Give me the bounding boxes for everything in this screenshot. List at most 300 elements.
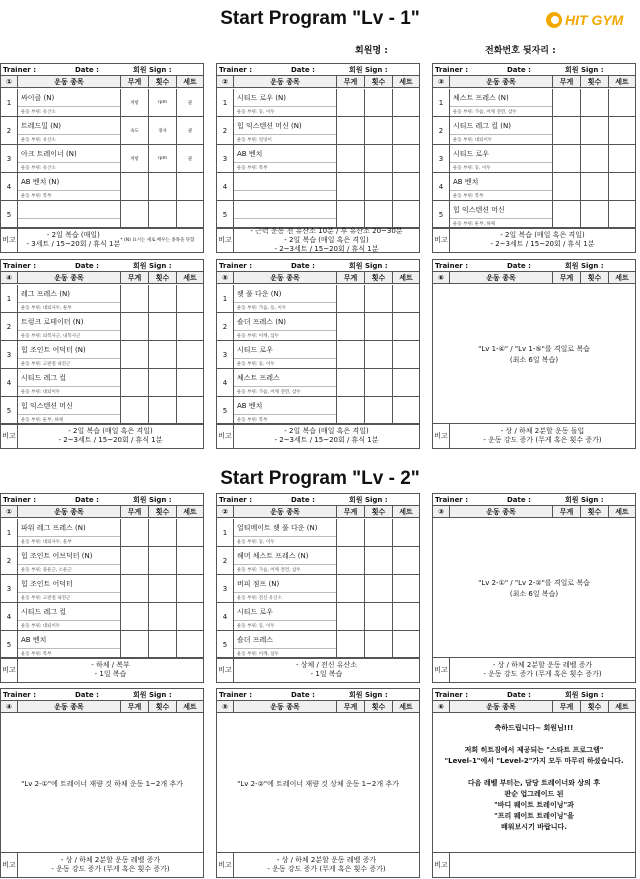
- sets-cell[interactable]: [609, 117, 635, 144]
- exercise-row: [217, 117, 419, 145]
- workout-card: [216, 63, 420, 253]
- weight-cell[interactable]: [337, 173, 365, 200]
- reps-cell[interactable]: [365, 547, 393, 574]
- col-sets: 세트: [399, 702, 413, 711]
- sets-cell[interactable]: [393, 89, 419, 116]
- reps-cell[interactable]: [581, 89, 609, 116]
- col-sets: 세트: [399, 77, 413, 86]
- date-label: Date :: [291, 690, 315, 699]
- sets-cell[interactable]: [177, 519, 203, 546]
- sets-cell[interactable]: [393, 173, 419, 200]
- exercise-name: 시티드 로우 (N): [234, 89, 336, 107]
- logo-text: HIT GYM: [565, 12, 624, 28]
- exercise-row: [1, 519, 203, 547]
- sets-cell[interactable]: [177, 89, 203, 116]
- reps-cell[interactable]: [149, 201, 177, 228]
- workout-card: [0, 259, 204, 449]
- sets-cell[interactable]: [177, 285, 203, 312]
- note-text: - 2일 복습 (매일 혹은 격일) - 2~3세트 / 15~20회 / 휴식 1분: [58, 427, 163, 444]
- weight-cell[interactable]: [553, 89, 581, 116]
- reps-cell[interactable]: [149, 145, 177, 172]
- date-label: Date :: [507, 690, 531, 699]
- col-sets: 세트: [399, 273, 413, 282]
- reps-cell[interactable]: [149, 547, 177, 574]
- note-text: - 2일 복습 (매일 혹은 격일) - 2~3세트 / 15~20회 / 휴식 1분: [490, 231, 595, 248]
- reps-cell[interactable]: [365, 173, 393, 200]
- row-number: 2: [433, 117, 450, 144]
- row-number: 5: [433, 201, 450, 228]
- exercise-row: [217, 519, 419, 547]
- weight-cell[interactable]: [337, 631, 365, 658]
- weight-cell[interactable]: [337, 89, 365, 116]
- reps-cell[interactable]: [365, 397, 393, 424]
- exercise-rows: [1, 285, 203, 425]
- workout-card: [0, 493, 204, 683]
- column-header-row: [217, 701, 419, 713]
- exercise-name: 힙 익스텐션 머신: [18, 397, 120, 415]
- col-reps: 횟수: [365, 272, 393, 283]
- hitgym-logo: [546, 9, 636, 31]
- exercise-name: 파워 레그 프레스 (N): [18, 519, 120, 537]
- col-reps: 횟수: [149, 76, 177, 87]
- exercise-name: 힙 익스텐션 머신: [450, 201, 552, 219]
- member-sign-label: 회원 Sign :: [565, 690, 604, 699]
- exercise-name: 트렁크 로테이터 (N): [18, 313, 120, 331]
- program-instruction: "Lv 2-①" / "Lv 2-②"를 격일로 복습 (최소 6일 복습): [478, 579, 590, 598]
- exercise-target: 운동 부위: 등, 이두: [237, 361, 275, 367]
- row-number: 1: [1, 519, 18, 546]
- weight-cell[interactable]: [121, 631, 149, 658]
- reps-cell[interactable]: [365, 603, 393, 630]
- weight-cell[interactable]: [121, 341, 149, 368]
- exercise-target: 운동 부위: 복부: [237, 417, 268, 423]
- col-reps: 횟수: [149, 506, 177, 517]
- exercise-rows: [1, 519, 203, 659]
- weight-cell[interactable]: [121, 117, 149, 144]
- reps-cell[interactable]: [581, 173, 609, 200]
- row-number: 4: [217, 173, 234, 200]
- member-sign-label: 회원 Sign :: [133, 65, 172, 74]
- exercise-name: 숄더 프레스: [234, 631, 336, 649]
- exercise-target: [234, 191, 336, 200]
- workout-card: [0, 63, 204, 253]
- exercise-name: 싸이클 (N): [18, 89, 120, 107]
- sets-cell[interactable]: [393, 341, 419, 368]
- note-text: [450, 853, 635, 877]
- card-number: ①: [1, 76, 18, 87]
- exercise-target: 운동 부위: 복부: [21, 651, 52, 657]
- workout-card: [216, 688, 420, 878]
- exercise-target: 운동 부위: 복부: [237, 165, 268, 171]
- sets-cell[interactable]: [177, 575, 203, 602]
- col-reps: 횟수: [581, 701, 609, 712]
- exercise-name: 시티드 레그 컬: [18, 603, 120, 621]
- exercise-row: [1, 89, 203, 117]
- weight-cell[interactable]: [553, 201, 581, 228]
- col-reps: 횟수: [365, 701, 393, 712]
- col-exercise: 운동 종목: [450, 701, 553, 712]
- note-text: - 상 / 하체 2분할 운동 레벨 증가 - 운동 강도 증가 (무게 혹은 횟수 증가): [51, 856, 170, 873]
- card-number: ⑤: [217, 272, 234, 283]
- row-number: 4: [1, 173, 18, 200]
- note-text: - 2일 복습 (매일) - 3세트 / 15~20회 / 휴식 1분 * (N) 표시는 새로 배우는 종목을 뜻함: [26, 231, 195, 248]
- exercise-cell: [450, 117, 553, 144]
- exercise-cell: [234, 201, 337, 228]
- unit-label: 쿨: [187, 100, 193, 106]
- exercise-target: 운동 부위: 유산소: [21, 165, 56, 171]
- reps-cell[interactable]: [149, 603, 177, 630]
- sets-cell[interactable]: [393, 397, 419, 424]
- exercise-target: 운동 부위: 엉덩이: [237, 137, 272, 143]
- date-label: Date :: [291, 65, 315, 74]
- trainer-label: Trainer :: [3, 690, 37, 699]
- reps-cell[interactable]: [149, 173, 177, 200]
- exercise-cell: [234, 603, 337, 630]
- exercise-row: [1, 145, 203, 173]
- reps-cell[interactable]: [149, 117, 177, 144]
- exercise-target: 운동 부위: 등, 이두: [237, 109, 275, 115]
- note-label: 비고: [217, 228, 234, 252]
- exercise-name: 레그 프레스 (N): [18, 285, 120, 303]
- weight-cell[interactable]: [121, 603, 149, 630]
- reps-cell[interactable]: [149, 369, 177, 396]
- sets-cell[interactable]: [177, 173, 203, 200]
- exercise-rows: [433, 89, 635, 229]
- row-number: 4: [433, 173, 450, 200]
- row-number: 5: [1, 631, 18, 658]
- weight-cell[interactable]: [121, 575, 149, 602]
- exercise-rows: [217, 519, 419, 659]
- reps-cell[interactable]: [149, 341, 177, 368]
- reps-cell[interactable]: [149, 397, 177, 424]
- row-number: 1: [1, 89, 18, 116]
- exercise-row: [217, 173, 419, 201]
- trainer-label: Trainer :: [219, 261, 253, 270]
- unit-label: 저항: [130, 100, 139, 106]
- card-header: [217, 260, 419, 272]
- reps-cell[interactable]: [365, 117, 393, 144]
- card-number: ④: [1, 701, 18, 712]
- exercise-rows: [217, 89, 419, 229]
- col-reps: 횟수: [581, 272, 609, 283]
- reps-cell[interactable]: [149, 285, 177, 312]
- sets-cell[interactable]: [393, 369, 419, 396]
- exercise-name: 숄더 프레스 (N): [234, 313, 336, 331]
- member-sign-label: 회원 Sign :: [565, 261, 604, 270]
- workout-card: [216, 259, 420, 449]
- exercise-cell: [234, 145, 337, 172]
- exercise-cell: [234, 285, 337, 312]
- col-sets: 세트: [615, 77, 629, 86]
- unit-label: 쿨: [187, 156, 193, 162]
- weight-cell[interactable]: [121, 369, 149, 396]
- exercise-cell: [18, 603, 121, 630]
- sets-cell[interactable]: [393, 117, 419, 144]
- note-row: [1, 657, 203, 682]
- sets-cell[interactable]: [393, 145, 419, 172]
- note-text: - 상 / 하체 2분할 운동 레벨 증가 - 운동 강도 증가 (무게 혹은 횟수 증가): [483, 661, 602, 678]
- reps-cell[interactable]: [365, 313, 393, 340]
- row-number: 1: [217, 89, 234, 116]
- sets-cell[interactable]: [177, 603, 203, 630]
- weight-cell[interactable]: [337, 145, 365, 172]
- sets-cell[interactable]: [393, 547, 419, 574]
- sets-cell[interactable]: [609, 145, 635, 172]
- weight-cell[interactable]: [337, 285, 365, 312]
- sets-cell[interactable]: [177, 313, 203, 340]
- exercise-name: 체스트 프레스 (N): [450, 89, 552, 107]
- weight-cell[interactable]: [337, 547, 365, 574]
- sets-cell[interactable]: [393, 631, 419, 658]
- exercise-target: 운동 부위: 등, 이두: [237, 623, 275, 629]
- note-label: 비고: [217, 853, 234, 877]
- sets-cell[interactable]: [177, 369, 203, 396]
- reps-cell[interactable]: [365, 285, 393, 312]
- row-number: 4: [217, 603, 234, 630]
- weight-cell[interactable]: [121, 173, 149, 200]
- date-label: Date :: [75, 495, 99, 504]
- row-number: 2: [217, 117, 234, 144]
- exercise-row: [217, 631, 419, 659]
- note-row: [433, 227, 635, 252]
- col-exercise: 운동 종목: [450, 272, 553, 283]
- column-header-row: [433, 506, 635, 518]
- exercise-target: 운동 부위: 등, 이두: [237, 539, 275, 545]
- note-row: [433, 852, 635, 877]
- trainer-label: Trainer :: [3, 495, 37, 504]
- exercise-target: 운동 부위: 등, 이두: [453, 165, 491, 171]
- reps-cell[interactable]: [581, 201, 609, 228]
- workout-card: [0, 688, 204, 878]
- weight-cell[interactable]: [337, 341, 365, 368]
- col-exercise: 운동 종목: [234, 76, 337, 87]
- sets-cell[interactable]: [177, 341, 203, 368]
- weight-cell[interactable]: [121, 201, 149, 228]
- date-label: Date :: [507, 65, 531, 74]
- row-number: 2: [1, 117, 18, 144]
- card-header: [1, 494, 203, 506]
- column-header-row: [1, 701, 203, 713]
- exercise-cell: [18, 173, 121, 200]
- weight-cell[interactable]: [121, 145, 149, 172]
- card-header: [433, 494, 635, 506]
- col-sets: 세트: [615, 507, 629, 516]
- exercise-name: 트레드밀 (N): [18, 117, 120, 135]
- runner-icon: [546, 12, 562, 28]
- col-exercise: 운동 종목: [234, 272, 337, 283]
- exercise-target: 운동 부위: 대퇴이두: [21, 623, 61, 629]
- column-header-row: [217, 272, 419, 284]
- sets-cell[interactable]: [177, 201, 203, 228]
- col-weight: 무게: [121, 272, 149, 283]
- row-number: 2: [1, 547, 18, 574]
- exercise-name: [234, 173, 336, 191]
- reps-cell[interactable]: [149, 519, 177, 546]
- exercise-name: 얼티메이트 랫 풀 다운 (N): [234, 519, 336, 537]
- exercise-name: 체스트 프레스: [234, 369, 336, 387]
- row-number: 2: [217, 313, 234, 340]
- exercise-row: [217, 547, 419, 575]
- col-reps: 횟수: [581, 76, 609, 87]
- exercise-target: 운동 부위: 둔부, 하체: [453, 221, 496, 227]
- exercise-cell: [234, 369, 337, 396]
- sets-cell[interactable]: [609, 173, 635, 200]
- exercise-target: 운동 부위: 어깨, 삼두: [237, 333, 280, 339]
- exercise-cell: [234, 341, 337, 368]
- date-label: Date :: [291, 495, 315, 504]
- row-number: 4: [1, 369, 18, 396]
- note-text: - 근력 운동 전 유산소 10분 / 후 유산소 20~30분 - 2일 복습 (매일 혹은 격일) - 2~3세트 / 15~20회 / 휴식 1분: [250, 226, 403, 253]
- weight-cell[interactable]: [553, 145, 581, 172]
- note-row: [217, 852, 419, 877]
- exercise-cell: [18, 285, 121, 312]
- weight-cell[interactable]: [553, 117, 581, 144]
- weight-cell[interactable]: [121, 89, 149, 116]
- sets-cell[interactable]: [609, 201, 635, 228]
- sets-cell[interactable]: [177, 631, 203, 658]
- exercise-row: [217, 341, 419, 369]
- sets-cell[interactable]: [177, 547, 203, 574]
- card-header: [1, 260, 203, 272]
- weight-cell[interactable]: [121, 313, 149, 340]
- sets-cell[interactable]: [393, 603, 419, 630]
- weight-cell[interactable]: [337, 519, 365, 546]
- weight-cell[interactable]: [337, 313, 365, 340]
- sets-cell[interactable]: [393, 519, 419, 546]
- card-header: [217, 64, 419, 76]
- date-label: Date :: [75, 261, 99, 270]
- exercise-cell: [234, 313, 337, 340]
- col-reps: 횟수: [149, 272, 177, 283]
- exercise-row: [1, 603, 203, 631]
- reps-cell[interactable]: [149, 631, 177, 658]
- sets-cell[interactable]: [393, 201, 419, 228]
- date-label: Date :: [291, 261, 315, 270]
- reps-cell[interactable]: [365, 575, 393, 602]
- exercise-name: 힙 조인트 어덕터 (N): [18, 341, 120, 359]
- note-row: [433, 657, 635, 682]
- exercise-target: 운동 부위: 가슴, 어깨 전면, 삼두: [453, 109, 517, 115]
- weight-cell[interactable]: [121, 285, 149, 312]
- sets-cell[interactable]: [177, 397, 203, 424]
- exercise-row: [433, 173, 635, 201]
- date-label: Date :: [507, 495, 531, 504]
- note-row: [217, 227, 419, 252]
- col-weight: 무게: [121, 701, 149, 712]
- exercise-row: [1, 547, 203, 575]
- weight-cell[interactable]: [121, 397, 149, 424]
- exercise-row: [1, 341, 203, 369]
- unit-label: 경사: [158, 128, 167, 134]
- program-instruction: "Lv 2-②"에 트레이너 재량 것 상체 운동 1~2개 추가: [237, 779, 399, 788]
- exercise-row: [433, 89, 635, 117]
- sets-cell[interactable]: [393, 285, 419, 312]
- exercise-cell: [234, 519, 337, 546]
- program-title-lv2: Start Program "Lv - 2": [220, 468, 420, 489]
- exercise-name: AB 벤치: [450, 173, 552, 191]
- weight-cell[interactable]: [553, 173, 581, 200]
- col-weight: 무게: [337, 76, 365, 87]
- weight-cell[interactable]: [337, 575, 365, 602]
- exercise-cell: [234, 173, 337, 200]
- col-weight: 무게: [553, 506, 581, 517]
- col-weight: 무게: [121, 506, 149, 517]
- weight-cell[interactable]: [337, 117, 365, 144]
- trainer-label: Trainer :: [435, 690, 469, 699]
- row-number: 3: [217, 341, 234, 368]
- card-header: [1, 64, 203, 76]
- reps-cell[interactable]: [365, 341, 393, 368]
- note-row: [1, 227, 203, 252]
- sets-cell[interactable]: [393, 575, 419, 602]
- weight-cell[interactable]: [337, 397, 365, 424]
- note-label: 비고: [1, 228, 18, 252]
- weight-cell[interactable]: [121, 547, 149, 574]
- sets-cell[interactable]: [177, 117, 203, 144]
- exercise-name: 시티드 레그 컬: [18, 369, 120, 387]
- reps-cell[interactable]: [365, 201, 393, 228]
- reps-cell[interactable]: [581, 145, 609, 172]
- col-exercise: 운동 종목: [18, 506, 121, 517]
- exercise-target: 운동 부위: 가슴, 어깨 전면, 삼두: [237, 389, 301, 395]
- exercise-cell: [18, 631, 121, 658]
- exercise-row: [217, 369, 419, 397]
- exercise-target: 운동 부위: 대퇴사두, 둔부: [21, 539, 72, 545]
- trainer-label: Trainer :: [219, 65, 253, 74]
- workout-card: [432, 688, 636, 878]
- reps-cell[interactable]: [365, 89, 393, 116]
- weight-cell[interactable]: [337, 603, 365, 630]
- exercise-cell: [18, 313, 121, 340]
- sets-cell[interactable]: [393, 313, 419, 340]
- workout-card: [432, 63, 636, 253]
- row-number: 1: [217, 519, 234, 546]
- exercise-name: 버피 점프 (N): [234, 575, 336, 593]
- reps-cell[interactable]: [365, 145, 393, 172]
- col-weight: 무게: [553, 701, 581, 712]
- exercise-name: [18, 201, 120, 219]
- exercise-cell: [18, 575, 121, 602]
- exercise-target: 운동 부위: 고관절 내전근: [21, 595, 71, 601]
- weight-cell[interactable]: [337, 201, 365, 228]
- exercise-row: [433, 201, 635, 229]
- sets-cell[interactable]: [609, 89, 635, 116]
- note-label: 비고: [1, 658, 18, 682]
- exercise-cell: [18, 341, 121, 368]
- weight-cell[interactable]: [121, 519, 149, 546]
- card-header: [217, 494, 419, 506]
- row-number: 1: [433, 89, 450, 116]
- member-sign-label: 회원 Sign :: [565, 65, 604, 74]
- row-number: 5: [1, 397, 18, 424]
- reps-cell[interactable]: [365, 519, 393, 546]
- reps-cell[interactable]: [149, 89, 177, 116]
- reps-cell[interactable]: [365, 631, 393, 658]
- unit-label: rpm: [157, 100, 168, 105]
- exercise-cell: [450, 201, 553, 228]
- exercise-row: [217, 397, 419, 425]
- weight-cell[interactable]: [337, 369, 365, 396]
- sets-cell[interactable]: [177, 145, 203, 172]
- member-sign-label: 회원 Sign :: [133, 495, 172, 504]
- reps-cell[interactable]: [581, 117, 609, 144]
- reps-cell[interactable]: [149, 313, 177, 340]
- reps-cell[interactable]: [149, 575, 177, 602]
- reps-cell[interactable]: [365, 369, 393, 396]
- trainer-label: Trainer :: [435, 65, 469, 74]
- exercise-cell: [18, 145, 121, 172]
- col-weight: 무게: [337, 272, 365, 283]
